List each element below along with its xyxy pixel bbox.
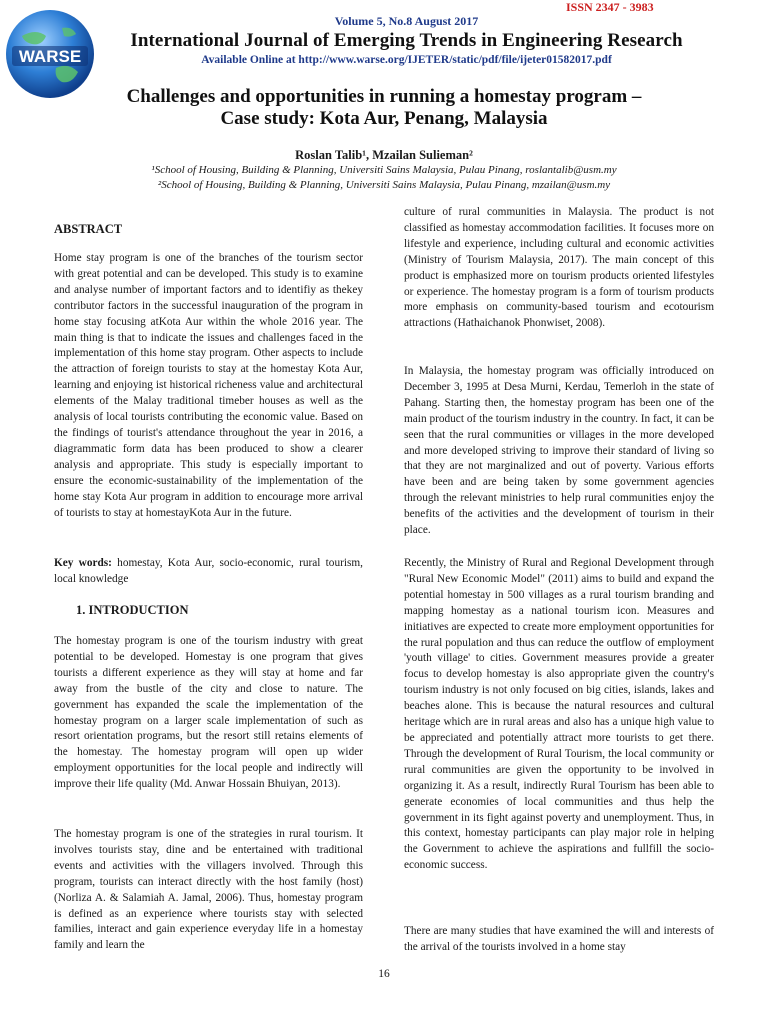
paper-title-line-2: Case study: Kota Aur, Penang, Malaysia: [220, 108, 548, 129]
right-paragraph-4: There are many studies that have examined the will and interests of the arrival of the tourists involved in a home stay: [404, 925, 714, 953]
keywords-label: Key words:: [54, 557, 112, 569]
paper-title-line-1: Challenges and opportunities in running a homestay program –: [126, 86, 642, 107]
affiliation-2: ²School of Housing, Building & Planning, Universiti Sains Malaysia, Pulau Pinang, mzailan@usm.my: [157, 179, 611, 191]
journal-url[interactable]: Available Online at http://www.warse.org/IJETER/static/pdf/file/ijeter01582017.pdf: [201, 54, 612, 66]
paper-title: [0, 86, 768, 130]
abstract-text: Home stay program is one of the branches of the tourism sector with great potential and can be developed. This study is to examine and analyse number of important factors and to identifiy as thekey contributor factors in the successful inauguration of the program in home stay focusing atKota Aur within the whole 2016 year. The main thing is that to indicate the issues and challenges faced in the implementation of this home stay program. Other aspects to include the attraction of foreign tourists to stay at the homestay Kota Aur, learning and enjoying ist historical richeness value and architectural elements of the Malay traditional timeber houses as well as the analysis of local tourists contributing the economic value. Based on the findings of tourist's attendance throughout the year in 2016, a diagrammatic form data has been produced to show a clearer analysis and appropriate. This study is especially important to ensure the economic-sustainability of the implementation of the home stay Kota Aur program in addition to encourage more arrival of tourists to stay at homestayKota Aur in the future.: [54, 252, 363, 519]
journal-title: International Journal of Emerging Trends in Engineering Research: [130, 30, 683, 51]
keywords: [54, 556, 363, 588]
right-paragraph-2: In Malaysia, the homestay program was officially introduced on December 3, 1995 at Desa Murni, Kerdau, Temerloh in the state of Pahang. Starting then, the homestay program has been one of the main product of the tourism industry in the country. In fact, it can be seen that the rural communities or villages in the more developed and more developed striving to improve their standard of living so that they are not marginalized and out of poverty. Various efforts have been and are being taken by some government agencies through the relevant ministries to help rural communities enjoy the benefits of the activities and the development of tourism in their place.: [404, 365, 714, 537]
right-paragraph-1: culture of rural communities in Malaysia. The product is not classified as homestay accommodation facilities. It focuses more on lifestyle and experience, including cultural and economic activities (Ministry of Tourism Malaysia, 2017). The main concept of this product is emphasized more on tourism products oriented lifestyles or experience. The homestay program is a form of tourism products more emphasis on community-based tourism and ecotourism attractions (Hathaichanok Phonwiset, 2008).: [404, 206, 714, 330]
introduction-heading: 1. INTRODUCTION: [76, 603, 189, 617]
affiliation-1: ¹School of Housing, Building & Planning, Universiti Sains Malaysia, Pulau Pinang, roslantalib@usm.my: [151, 164, 617, 176]
volume-line: Volume 5, No.8 August 2017: [334, 14, 479, 28]
logo-text: WARSE: [18, 47, 82, 66]
abstract-heading: ABSTRACT: [54, 222, 123, 236]
intro-paragraph-1: The homestay program is one of the tourism industry with great potential to be developed. Homestay is one program that gives tourists a different experience as they will stay at home and far away from the bustle of the city and close to nature. The government has expanded the scale the implementation of the homestay program on a larger scale implementation of such as resort orientation programs, but the resort still retains elements of the homestay. The homestay program will open up wider employment opportunities for the local people and indirectly will improve their life quality (Md. Anwar Hossain Bhuiyan, 2013).: [54, 635, 363, 791]
right-paragraph-3: Recently, the Ministry of Rural and Regional Development through "Rural New Economic Model" (2011) aims to build and expand the potential homestay in 500 villages as a rural tourism branding and mapping homestay as a national tourism icon. Measures and initiatives are expected to create more employment opportunities for the rural population and thus can reduce the outflow of employment 'youth village' to cities. Government measures provide a greater focus to develop homestay is also appropriate given the country's tourism industry is not only focused on big cities, islands, lakes and beaches alone. This is because the natural resources and cultural heritage which are in rural areas and also has a unique high value to be appreciated and potentially attract more tourists to get there. Through the development of Rural Tourism, the local community or rural communities are given the opportunity to be involved in organizing it. As a result, indirectly Rural Tourism has been able to generate economies of local communities and thus help the government in its fight against poverty and unemployment. Thus, in this context, homestay participants can play major role in helping the Government to achieve the aspirations and fullfill the socio-economic success.: [404, 557, 714, 872]
paper-authors: Roslan Talib¹, Mzailan Sulieman²: [295, 148, 473, 162]
keywords-list: homestay, Kota Aur, socio-economic, rural tourism, local knowledge: [54, 557, 363, 585]
page-number: 16: [378, 968, 390, 980]
intro-paragraph-2: The homestay program is one of the strategies in rural tourism. It involves tourists stay, dine and be entertained with traditional events and activities with the villagers involved. Through this program, tourists can interact directly with the host family (host) (Norliza A. & Salamiah A. Jamal, 2006). Thus, homestay program is defined as an experience where tourists stay with selected families, interact and gain experience everyday life in a homestay family and learn the: [54, 828, 363, 952]
issn-label: ISSN 2347 - 3983: [566, 0, 654, 14]
